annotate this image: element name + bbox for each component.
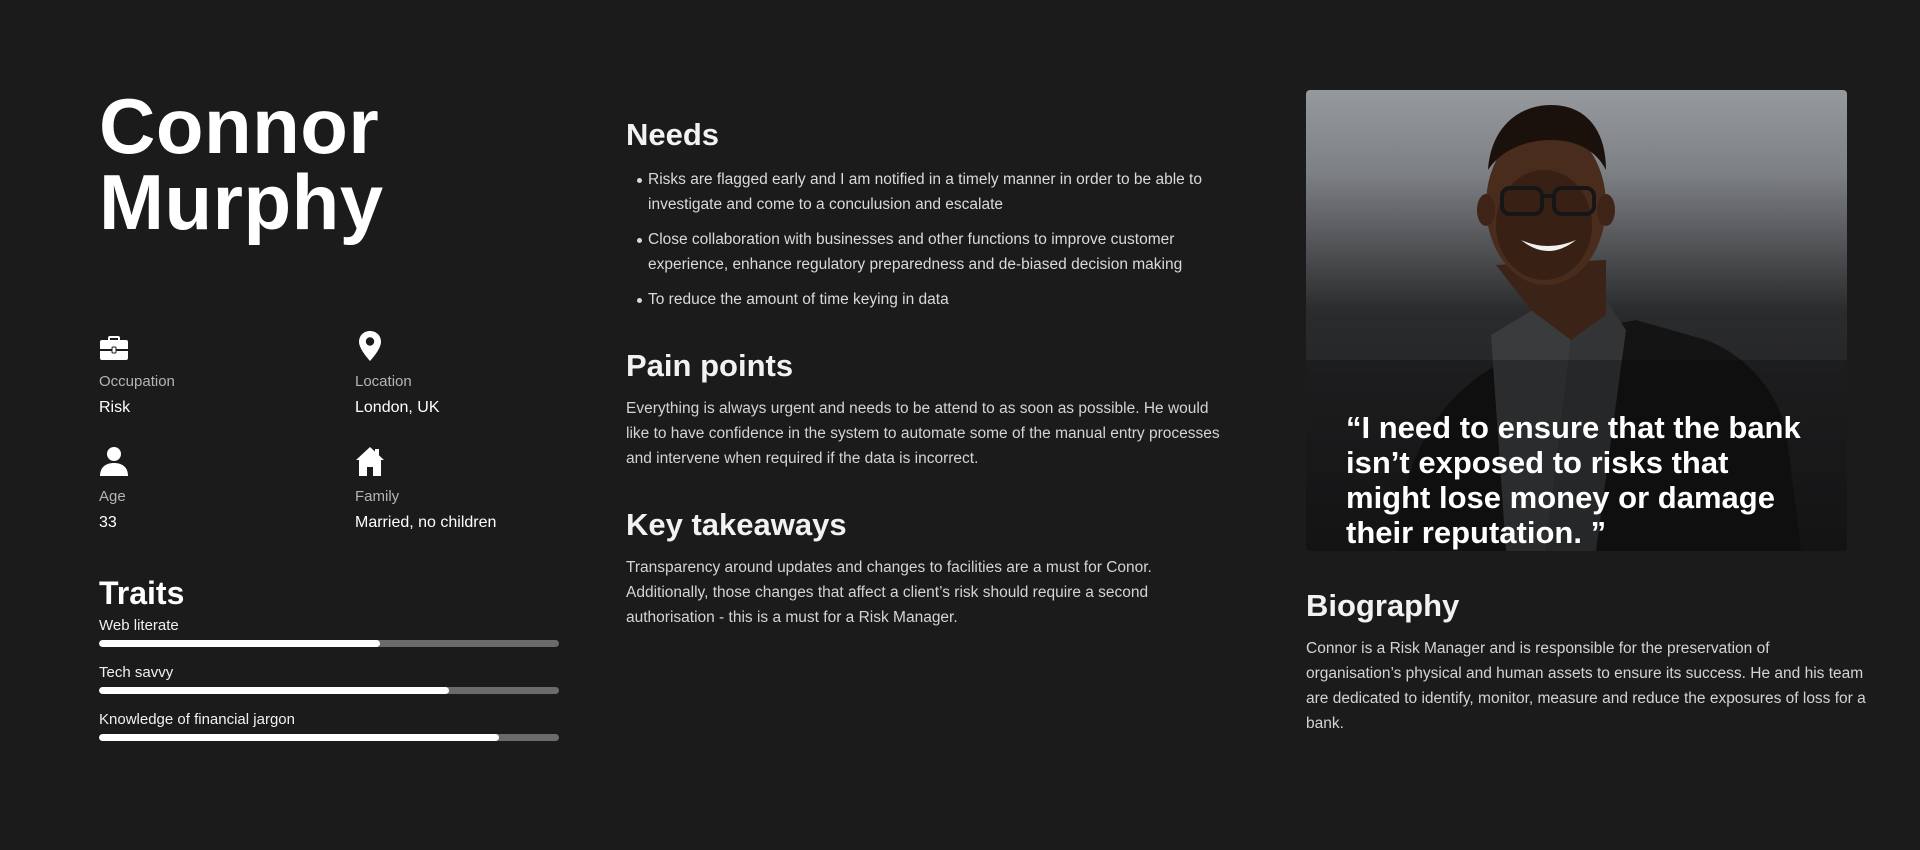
persona-first-name: Connor xyxy=(99,82,380,170)
needs-section xyxy=(626,115,1246,322)
key-takeaways-text: Transparency around updates and changes to facilities are a must for Conor. Additionally, those changes that affect a client’s risk should require a second authorisation - this is a must for a Risk Manager. xyxy=(626,559,1152,626)
occupation-value: Risk xyxy=(99,399,131,416)
briefcase-icon xyxy=(99,330,129,362)
pain-points-section xyxy=(626,346,1246,471)
age-label: Age xyxy=(99,488,126,505)
trait-web-literate xyxy=(99,616,559,647)
age-value: 33 xyxy=(99,514,117,531)
trait-bar-track xyxy=(99,640,559,647)
biography-section xyxy=(1306,586,1866,736)
occupation-label: Occupation xyxy=(99,373,175,390)
traits-section xyxy=(99,572,559,757)
trait-bar-fill xyxy=(99,734,499,741)
biography-title: Biography xyxy=(1306,588,1460,623)
trait-label: Tech savvy xyxy=(99,664,174,681)
biography-text: Connor is a Risk Manager and is responsible for the preservation of organisation’s physical and human assets to ensure its success. He and his team are dedicated to identify, monitor, measure and reduce the exposures of loss for a bank. xyxy=(1306,640,1866,732)
trait-bar-track xyxy=(99,687,559,694)
location-value: London, UK xyxy=(355,399,440,416)
location-info xyxy=(355,330,595,419)
family-label: Family xyxy=(355,488,400,505)
pain-points-title: Pain points xyxy=(626,348,794,383)
trait-bar-fill xyxy=(99,687,449,694)
persona-photo xyxy=(1306,90,1847,551)
persona-name xyxy=(99,82,384,246)
home-icon xyxy=(355,445,385,477)
needs-title: Needs xyxy=(626,117,720,152)
pain-points-text: Everything is always urgent and needs to be attend to as soon as possible. He would like to have confidence in the system to automate some of the manual entry processes and intervene when required if the data is incorrect. xyxy=(626,400,1220,467)
persona-last-name: Murphy xyxy=(99,158,384,246)
trait-bar-fill xyxy=(99,640,380,647)
location-pin-icon xyxy=(355,330,385,362)
persona-info-grid xyxy=(99,330,559,550)
person-icon xyxy=(99,445,129,477)
persona-quote: “I need to ensure that the bank isn’t exposed to risks that might lose money or damage their reputation. ” xyxy=(1346,410,1801,550)
trait-tech-savvy xyxy=(99,663,559,694)
occupation-info xyxy=(99,330,339,419)
family-value: Married, no children xyxy=(355,514,497,531)
age-info xyxy=(99,445,339,534)
key-takeaways-section xyxy=(626,505,1246,630)
traits-title: Traits xyxy=(99,575,185,611)
trait-financial-jargon xyxy=(99,710,559,741)
needs-list-item: To reduce the amount of time keying in data xyxy=(626,287,1226,312)
needs-list-item: Close collaboration with businesses and other functions to improve customer experience, enhance regulatory preparedness and de-biased decision making xyxy=(626,227,1226,277)
trait-bar-track xyxy=(99,734,559,741)
trait-label: Knowledge of financial jargon xyxy=(99,711,295,728)
needs-list-item: Risks are flagged early and I am notified in a timely manner in order to be able to investigate and come to a conculusion and escalate xyxy=(626,167,1226,217)
trait-label: Web literate xyxy=(99,617,179,634)
family-info xyxy=(355,445,595,534)
key-takeaways-title: Key takeaways xyxy=(626,507,847,542)
location-label: Location xyxy=(355,373,412,390)
needs-list xyxy=(626,167,1246,312)
